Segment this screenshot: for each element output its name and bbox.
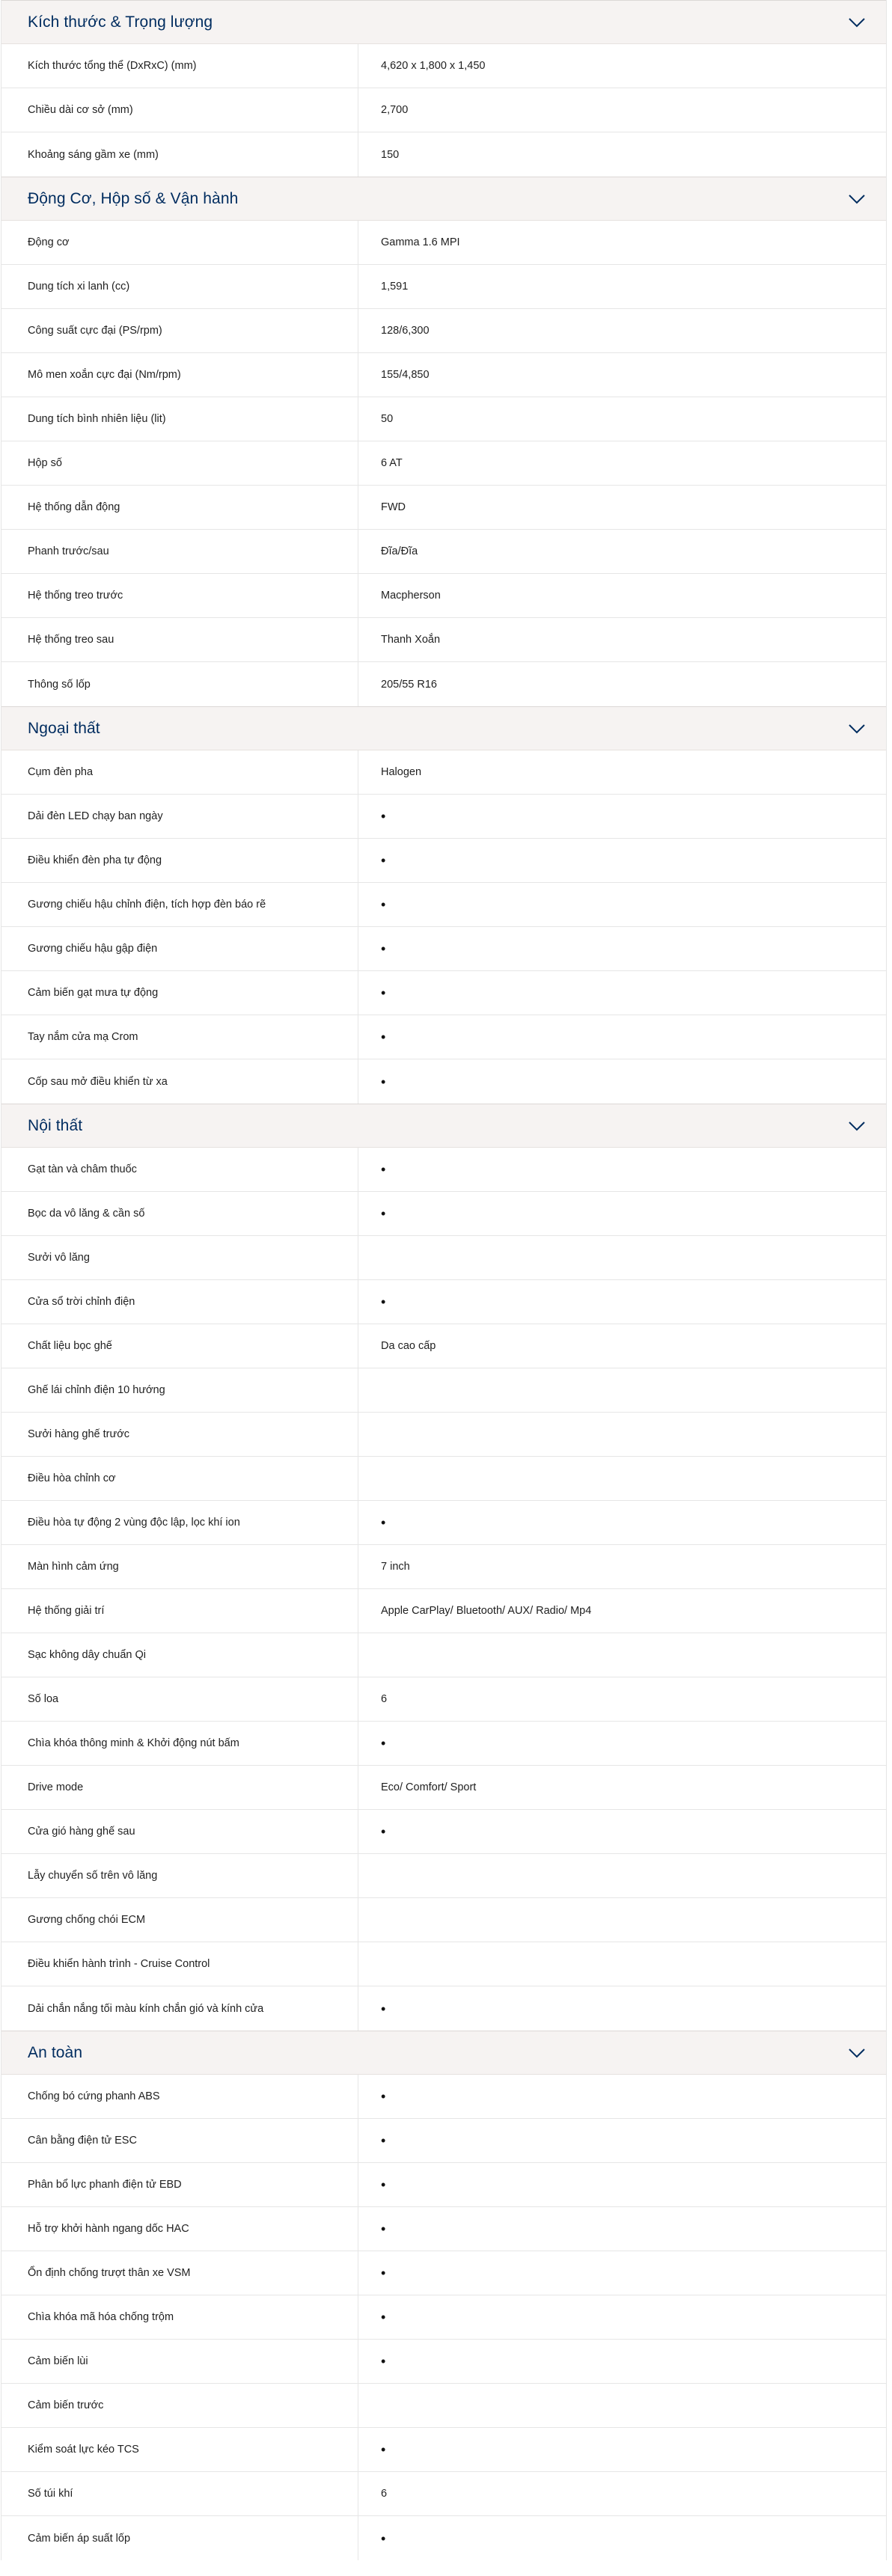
spec-value-available bbox=[358, 2207, 886, 2251]
bullet-icon: • bbox=[381, 853, 386, 868]
bullet-icon: • bbox=[381, 2001, 386, 2016]
spec-row bbox=[1, 750, 886, 795]
spec-label: Khoảng sáng gầm xe (mm) bbox=[1, 132, 358, 177]
spec-label: Chống bó cứng phanh ABS bbox=[1, 2075, 358, 2118]
spec-row bbox=[1, 265, 886, 309]
spec-row bbox=[1, 44, 886, 88]
spec-label: Ổn định chống trượt thân xe VSM bbox=[1, 2251, 358, 2295]
spec-label: Lẫy chuyển số trên vô lăng bbox=[1, 1854, 358, 1897]
spec-label: Tay nắm cửa mạ Crom bbox=[1, 1015, 358, 1059]
spec-row bbox=[1, 309, 886, 353]
spec-row bbox=[1, 221, 886, 265]
spec-row bbox=[1, 486, 886, 530]
spec-value-text: Thanh Xoắn bbox=[381, 634, 441, 646]
spec-label: Điều khiển hành trình - Cruise Control bbox=[1, 1942, 358, 1986]
spec-label: Cảm biến gạt mưa tự động bbox=[1, 971, 358, 1015]
spec-label: Cốp sau mở điều khiển từ xa bbox=[1, 1059, 358, 1104]
spec-row bbox=[1, 2516, 886, 2560]
spec-value-text: FWD bbox=[381, 501, 406, 513]
spec-row bbox=[1, 839, 886, 883]
spec-label: Hỗ trợ khởi hành ngang dốc HAC bbox=[1, 2207, 358, 2251]
spec-value-available bbox=[358, 2251, 886, 2295]
bullet-icon: • bbox=[381, 1736, 386, 1751]
section-header[interactable] bbox=[1, 177, 886, 221]
bullet-icon: • bbox=[381, 1515, 386, 1530]
spec-label: Gương chống chói ECM bbox=[1, 1898, 358, 1942]
spec-value-text: Đĩa/Đĩa bbox=[381, 545, 418, 557]
spec-label: Điều hòa tự động 2 vùng độc lập, lọc khí ion bbox=[1, 1501, 358, 1544]
bullet-icon: • bbox=[381, 2354, 386, 2369]
spec-value-text: 50 bbox=[381, 413, 394, 425]
spec-value bbox=[358, 1236, 886, 1279]
spec-label: Gạt tàn và châm thuốc bbox=[1, 1148, 358, 1191]
chevron-down-icon[interactable] bbox=[847, 1120, 867, 1132]
spec-value bbox=[358, 1898, 886, 1942]
spec-row bbox=[1, 2340, 886, 2384]
spec-value-text: 6 bbox=[381, 2488, 388, 2500]
spec-row bbox=[1, 353, 886, 397]
spec-value bbox=[358, 353, 886, 397]
spec-value-text: Macpherson bbox=[381, 590, 441, 602]
spec-value-available bbox=[358, 2516, 886, 2560]
spec-value bbox=[358, 1766, 886, 1809]
spec-value-text: 205/55 R16 bbox=[381, 678, 437, 691]
bullet-icon: • bbox=[381, 897, 386, 912]
spec-value bbox=[358, 662, 886, 706]
spec-label: Cảm biến trước bbox=[1, 2384, 358, 2427]
spec-value-available bbox=[358, 795, 886, 838]
spec-value-text: Gamma 1.6 MPI bbox=[381, 236, 460, 248]
spec-row bbox=[1, 1059, 886, 1104]
spec-value bbox=[358, 1324, 886, 1368]
spec-value-text: Da cao cấp bbox=[381, 1340, 436, 1352]
spec-row bbox=[1, 530, 886, 574]
spec-value-available bbox=[358, 883, 886, 926]
spec-label: Hộp số bbox=[1, 441, 358, 485]
spec-row bbox=[1, 1810, 886, 1854]
spec-value-text: Halogen bbox=[381, 766, 422, 778]
bullet-icon: • bbox=[381, 2310, 386, 2325]
bullet-icon: • bbox=[381, 1294, 386, 1309]
spec-value-available bbox=[358, 2163, 886, 2206]
spec-row bbox=[1, 1545, 886, 1589]
spec-row bbox=[1, 2251, 886, 2295]
spec-row bbox=[1, 1722, 886, 1766]
spec-value bbox=[358, 265, 886, 308]
spec-value-available bbox=[358, 1059, 886, 1104]
spec-label: Cửa gió hàng ghế sau bbox=[1, 1810, 358, 1853]
spec-row bbox=[1, 574, 886, 618]
spec-value bbox=[358, 1633, 886, 1677]
spec-value-available bbox=[358, 1810, 886, 1853]
spec-label: Kiểm soát lực kéo TCS bbox=[1, 2428, 358, 2471]
bullet-icon: • bbox=[381, 1030, 386, 1044]
spec-label: Dung tích bình nhiên liệu (lit) bbox=[1, 397, 358, 441]
section-body bbox=[1, 750, 886, 1104]
spec-label: Điều khiển đèn pha tự động bbox=[1, 839, 358, 882]
spec-label: Số túi khí bbox=[1, 2472, 358, 2515]
bullet-icon: • bbox=[381, 985, 386, 1000]
spec-value bbox=[358, 1368, 886, 1412]
bullet-icon: • bbox=[381, 2089, 386, 2104]
spec-row bbox=[1, 795, 886, 839]
spec-value-text: Apple CarPlay/ Bluetooth/ AUX/ Radio/ Mp4 bbox=[381, 1605, 592, 1617]
spec-value-text: 150 bbox=[381, 148, 400, 161]
spec-section bbox=[1, 706, 886, 1104]
spec-row bbox=[1, 662, 886, 706]
spec-table bbox=[1, 0, 887, 2560]
spec-row bbox=[1, 1677, 886, 1722]
spec-label: Phanh trước/sau bbox=[1, 530, 358, 573]
spec-label: Chìa khóa thông minh & Khởi động nút bấm bbox=[1, 1722, 358, 1765]
spec-value bbox=[358, 1677, 886, 1721]
spec-value-available bbox=[358, 2295, 886, 2339]
spec-value-available bbox=[358, 1722, 886, 1765]
section-header[interactable] bbox=[1, 2031, 886, 2075]
spec-value-available bbox=[358, 927, 886, 970]
spec-section bbox=[1, 2031, 886, 2560]
spec-value-available bbox=[358, 839, 886, 882]
spec-label: Hệ thống dẫn động bbox=[1, 486, 358, 529]
spec-row bbox=[1, 1148, 886, 1192]
spec-label: Ghế lái chỉnh điện 10 hướng bbox=[1, 1368, 358, 1412]
spec-label: Kích thước tổng thể (DxRxC) (mm) bbox=[1, 44, 358, 88]
spec-label: Drive mode bbox=[1, 1766, 358, 1809]
spec-row bbox=[1, 1236, 886, 1280]
chevron-down-icon[interactable] bbox=[847, 2047, 867, 2059]
spec-row bbox=[1, 2163, 886, 2207]
spec-value bbox=[358, 618, 886, 661]
spec-value-text: 128/6,300 bbox=[381, 325, 430, 337]
spec-row bbox=[1, 1854, 886, 1898]
spec-label: Chiều dài cơ sở (mm) bbox=[1, 88, 358, 132]
spec-value-available bbox=[358, 2340, 886, 2383]
spec-value bbox=[358, 2384, 886, 2427]
section-body bbox=[1, 2075, 886, 2560]
spec-row bbox=[1, 441, 886, 486]
section-body bbox=[1, 1148, 886, 2031]
spec-row bbox=[1, 2295, 886, 2340]
section-title: Ngoại thất bbox=[28, 719, 100, 737]
spec-row bbox=[1, 2207, 886, 2251]
spec-label: Số loa bbox=[1, 1677, 358, 1721]
spec-value-available bbox=[358, 1148, 886, 1191]
spec-row bbox=[1, 2384, 886, 2428]
spec-label: Màn hình cảm ứng bbox=[1, 1545, 358, 1588]
bullet-icon: • bbox=[381, 1206, 386, 1221]
section-body bbox=[1, 44, 886, 177]
section-body bbox=[1, 221, 886, 706]
spec-label: Dải chắn nắng tối màu kính chắn gió và kính cửa bbox=[1, 1986, 358, 2031]
spec-label: Cảm biến lùi bbox=[1, 2340, 358, 2383]
spec-value bbox=[358, 1942, 886, 1986]
bullet-icon: • bbox=[381, 1074, 386, 1089]
spec-value bbox=[358, 221, 886, 264]
spec-label: Công suất cực đại (PS/rpm) bbox=[1, 309, 358, 352]
spec-value bbox=[358, 574, 886, 617]
spec-value bbox=[358, 530, 886, 573]
spec-row bbox=[1, 1324, 886, 1368]
spec-value-available bbox=[358, 2119, 886, 2162]
chevron-down-icon[interactable] bbox=[847, 723, 867, 735]
spec-row bbox=[1, 1633, 886, 1677]
spec-label: Gương chiếu hậu chỉnh điện, tích hợp đèn báo rẽ bbox=[1, 883, 358, 926]
spec-label: Sưởi hàng ghế trước bbox=[1, 1413, 358, 1456]
spec-label: Cảm biến áp suất lốp bbox=[1, 2516, 358, 2560]
spec-label: Cụm đèn pha bbox=[1, 750, 358, 794]
spec-value-available bbox=[358, 1986, 886, 2031]
spec-label: Chìa khóa mã hóa chống trộm bbox=[1, 2295, 358, 2339]
spec-row bbox=[1, 1413, 886, 1457]
spec-value bbox=[358, 1545, 886, 1588]
spec-row bbox=[1, 132, 886, 177]
spec-label: Dung tích xi lanh (cc) bbox=[1, 265, 358, 308]
section-title: Kích thước & Trọng lượng bbox=[28, 13, 213, 31]
spec-label: Gương chiếu hậu gập điện bbox=[1, 927, 358, 970]
bullet-icon: • bbox=[381, 941, 386, 956]
spec-row bbox=[1, 397, 886, 441]
chevron-down-icon[interactable] bbox=[847, 193, 867, 205]
spec-value bbox=[358, 1854, 886, 1897]
spec-value-text: 6 bbox=[381, 1693, 388, 1705]
spec-value bbox=[358, 2472, 886, 2515]
spec-label: Phân bổ lực phanh điện tử EBD bbox=[1, 2163, 358, 2206]
section-header[interactable] bbox=[1, 1104, 886, 1148]
spec-value-available bbox=[358, 1015, 886, 1059]
spec-value bbox=[358, 750, 886, 794]
spec-row bbox=[1, 1986, 886, 2031]
section-title: An toàn bbox=[28, 2043, 83, 2061]
section-header[interactable] bbox=[1, 706, 886, 750]
spec-label: Điều hòa chỉnh cơ bbox=[1, 1457, 358, 1500]
spec-value-text: 1,591 bbox=[381, 281, 409, 293]
bullet-icon: • bbox=[381, 2530, 386, 2546]
chevron-down-icon[interactable] bbox=[847, 16, 867, 28]
spec-value bbox=[358, 88, 886, 132]
spec-value bbox=[358, 397, 886, 441]
spec-value-available bbox=[358, 971, 886, 1015]
spec-row bbox=[1, 1501, 886, 1545]
spec-row bbox=[1, 971, 886, 1015]
spec-value bbox=[358, 132, 886, 177]
spec-section bbox=[1, 0, 886, 177]
spec-row bbox=[1, 2428, 886, 2472]
spec-section bbox=[1, 1104, 886, 2031]
spec-row bbox=[1, 2119, 886, 2163]
bullet-icon: • bbox=[381, 2133, 386, 2148]
spec-row bbox=[1, 1898, 886, 1942]
section-title: Nội thất bbox=[28, 1116, 83, 1134]
spec-label: Chất liệu bọc ghế bbox=[1, 1324, 358, 1368]
spec-row bbox=[1, 1589, 886, 1633]
spec-label: Mô men xoắn cực đại (Nm/rpm) bbox=[1, 353, 358, 397]
spec-label: Hệ thống treo trước bbox=[1, 574, 358, 617]
spec-label: Cửa sổ trời chỉnh điện bbox=[1, 1280, 358, 1324]
bullet-icon: • bbox=[381, 2266, 386, 2280]
section-title: Động Cơ, Hộp số & Vận hành bbox=[28, 189, 239, 207]
bullet-icon: • bbox=[381, 2221, 386, 2236]
spec-row bbox=[1, 1280, 886, 1324]
bullet-icon: • bbox=[381, 1162, 386, 1177]
bullet-icon: • bbox=[381, 1824, 386, 1839]
spec-value-available bbox=[358, 2428, 886, 2471]
spec-row bbox=[1, 883, 886, 927]
bullet-icon: • bbox=[381, 809, 386, 824]
spec-label: Bọc da vô lăng & cần số bbox=[1, 1192, 358, 1235]
spec-value-available bbox=[358, 1192, 886, 1235]
spec-section bbox=[1, 177, 886, 706]
spec-row bbox=[1, 1015, 886, 1059]
spec-row bbox=[1, 1368, 886, 1413]
spec-value bbox=[358, 44, 886, 88]
spec-label: Sạc không dây chuẩn Qi bbox=[1, 1633, 358, 1677]
spec-row bbox=[1, 1942, 886, 1986]
bullet-icon: • bbox=[381, 2177, 386, 2192]
spec-value-text: 155/4,850 bbox=[381, 369, 430, 381]
spec-value-text: 2,700 bbox=[381, 104, 409, 116]
spec-value bbox=[358, 1589, 886, 1633]
spec-row bbox=[1, 927, 886, 971]
spec-value bbox=[358, 1413, 886, 1456]
spec-value bbox=[358, 1457, 886, 1500]
spec-label: Hệ thống treo sau bbox=[1, 618, 358, 661]
spec-value-available bbox=[358, 1501, 886, 1544]
spec-label: Động cơ bbox=[1, 221, 358, 264]
spec-row bbox=[1, 2075, 886, 2119]
spec-value-available bbox=[358, 1280, 886, 1324]
spec-value-text: 4,620 x 1,800 x 1,450 bbox=[381, 60, 486, 72]
spec-label: Thông số lốp bbox=[1, 662, 358, 706]
spec-value-available bbox=[358, 2075, 886, 2118]
spec-row bbox=[1, 88, 886, 132]
spec-value-text: 6 AT bbox=[381, 457, 403, 469]
spec-label: Dải đèn LED chạy ban ngày bbox=[1, 795, 358, 838]
spec-row bbox=[1, 2472, 886, 2516]
spec-value bbox=[358, 441, 886, 485]
spec-label: Sưởi vô lăng bbox=[1, 1236, 358, 1279]
spec-value bbox=[358, 309, 886, 352]
spec-label: Hệ thống giải trí bbox=[1, 1589, 358, 1633]
section-header[interactable] bbox=[1, 0, 886, 44]
spec-row bbox=[1, 1766, 886, 1810]
spec-row bbox=[1, 618, 886, 662]
spec-value-text: 7 inch bbox=[381, 1561, 410, 1573]
spec-row bbox=[1, 1457, 886, 1501]
spec-label: Cân bằng điện tử ESC bbox=[1, 2119, 358, 2162]
spec-row bbox=[1, 1192, 886, 1236]
spec-value-text: Eco/ Comfort/ Sport bbox=[381, 1781, 477, 1793]
bullet-icon: • bbox=[381, 2442, 386, 2457]
spec-value bbox=[358, 486, 886, 529]
